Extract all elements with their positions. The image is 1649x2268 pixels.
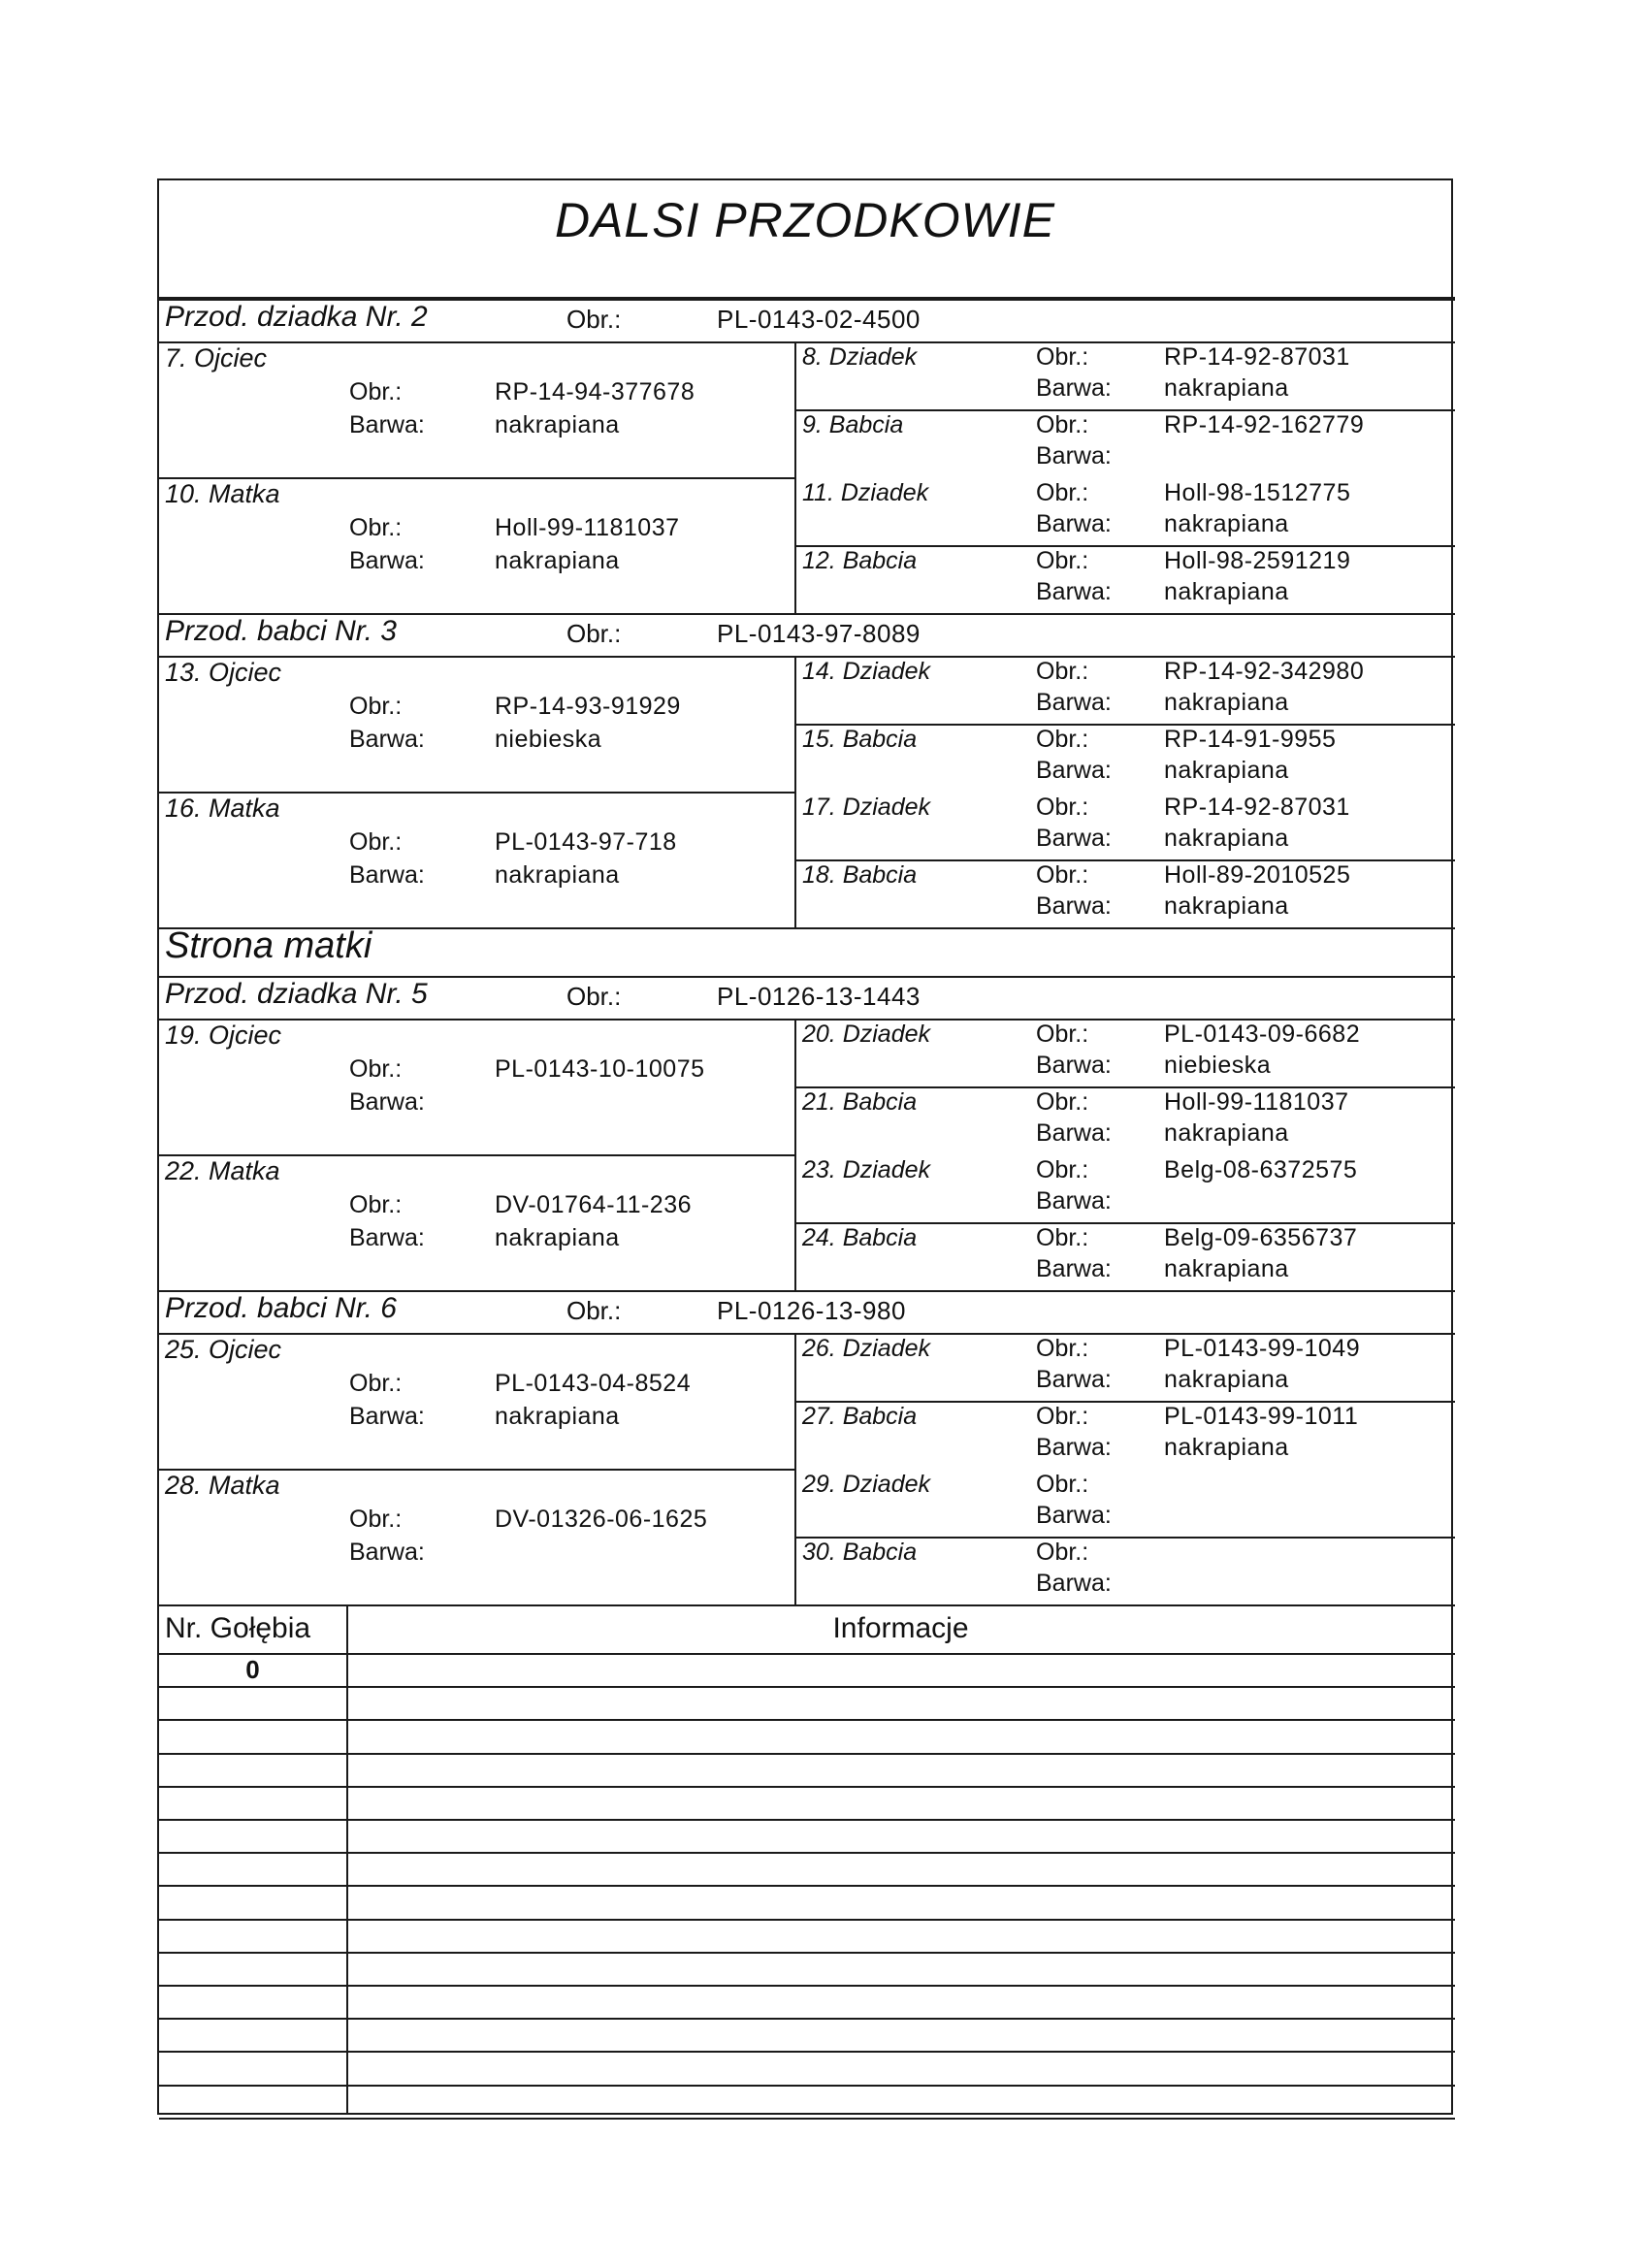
column-divider	[794, 341, 796, 613]
barwa-label: Barwa:	[1036, 825, 1112, 852]
parent-label: 19. Ojciec	[165, 1021, 282, 1050]
parent-color: nakrapiana	[495, 547, 620, 574]
grandparent-ring-number: Holl-89-2010525	[1164, 861, 1351, 889]
barwa-label: Barwa:	[1036, 1434, 1112, 1461]
grandparent-ring-number: RP-14-91-9955	[1164, 726, 1337, 753]
grandparent-ring-number: Belg-09-6356737	[1164, 1224, 1358, 1251]
grandparent-color: niebieska	[1164, 1052, 1272, 1079]
grandparent-label: 11. Dziadek	[802, 479, 929, 506]
ancestors-form	[157, 178, 1453, 2115]
obr-label: Obr.:	[1036, 547, 1089, 574]
parent-color: niebieska	[495, 726, 602, 753]
obr-label: Obr.:	[349, 514, 403, 541]
grandparent-ring-number: PL-0143-99-1049	[1164, 1335, 1361, 1362]
info-row-line	[159, 2118, 1455, 2120]
obr-label: Obr.:	[1036, 479, 1089, 506]
grandparent-label: 9. Babcia	[802, 411, 904, 438]
barwa-label: Barwa:	[1036, 689, 1112, 716]
parent-label: 7. Ojciec	[165, 343, 268, 373]
grandparent-ring-number: RP-14-92-342980	[1164, 658, 1365, 685]
barwa-label: Barwa:	[1036, 1255, 1112, 1282]
info-row-line	[159, 1719, 1455, 1721]
obr-label: Obr.:	[349, 1055, 403, 1083]
grandparent-ring-number: PL-0143-09-6682	[1164, 1021, 1361, 1048]
grandparent-ring-number: RP-14-92-87031	[1164, 794, 1350, 821]
info-column-divider	[346, 1604, 348, 2113]
section-ring-number: PL-0126-13-980	[717, 1296, 906, 1325]
grandparent-label: 14. Dziadek	[802, 658, 931, 685]
section-obr-label: Obr.:	[566, 305, 622, 334]
section-heading: Przod. dziadka Nr. 5	[165, 978, 428, 1010]
grandparent-ring-number: PL-0143-99-1011	[1164, 1403, 1359, 1430]
barwa-label: Barwa:	[1036, 1052, 1112, 1079]
section-heading: Przod. babci Nr. 3	[165, 615, 397, 647]
grandparent-label: 23. Dziadek	[802, 1156, 931, 1183]
grandparent-ring-number: RP-14-92-162779	[1164, 411, 1365, 438]
column-divider	[794, 1019, 796, 1290]
barwa-label: Barwa:	[349, 726, 425, 753]
section-obr-label: Obr.:	[566, 982, 622, 1011]
section-heading: Przod. dziadka Nr. 2	[165, 301, 428, 333]
grandparent-ring-number: Holl-98-1512775	[1164, 479, 1351, 506]
grandparent-ring-number: Belg-08-6372575	[1164, 1156, 1358, 1183]
info-col-information: Informacje	[832, 1612, 969, 1644]
grandparent-color: nakrapiana	[1164, 825, 1289, 852]
grandparent-color: nakrapiana	[1164, 1434, 1289, 1461]
parent-color: nakrapiana	[495, 1224, 620, 1251]
obr-label: Obr.:	[1036, 726, 1089, 753]
parent-ring-number: DV-01764-11-236	[495, 1191, 693, 1218]
grandparent-color: nakrapiana	[1164, 689, 1289, 716]
grandparent-label: 29. Dziadek	[802, 1471, 931, 1498]
grandparent-color: nakrapiana	[1164, 1119, 1289, 1147]
obr-label: Obr.:	[1036, 658, 1089, 685]
barwa-label: Barwa:	[349, 1403, 425, 1430]
parent-label: 22. Matka	[165, 1156, 280, 1185]
barwa-label: Barwa:	[349, 1224, 425, 1251]
info-header-bottom	[159, 1653, 1455, 1655]
obr-label: Obr.:	[1036, 343, 1089, 371]
section-ring-number: PL-0143-02-4500	[717, 305, 921, 334]
obr-label: Obr.:	[1036, 1335, 1089, 1362]
page-title: DALSI PRZODKOWIE	[554, 193, 1056, 247]
obr-label: Obr.:	[1036, 1224, 1089, 1251]
barwa-label: Barwa:	[349, 861, 425, 889]
section-heading: Przod. babci Nr. 6	[165, 1292, 397, 1324]
obr-label: Obr.:	[1036, 1539, 1089, 1566]
grandparent-ring-number: Holl-99-1181037	[1164, 1088, 1349, 1116]
grandparent-label: 20. Dziadek	[802, 1021, 931, 1048]
section-obr-label: Obr.:	[566, 619, 622, 648]
parent-ring-number: PL-0143-10-10075	[495, 1055, 705, 1083]
info-row-line	[159, 1786, 1455, 1788]
grandparent-label: 17. Dziadek	[802, 794, 931, 821]
parent-ring-number: Holl-99-1181037	[495, 514, 680, 541]
barwa-label: Barwa:	[1036, 442, 1112, 470]
info-row-line	[159, 1985, 1455, 1987]
info-row-number[interactable]: 0	[245, 1655, 260, 1684]
obr-label: Obr.:	[1036, 1021, 1089, 1048]
obr-label: Obr.:	[1036, 794, 1089, 821]
parent-color: nakrapiana	[495, 411, 620, 438]
parent-ring-number: RP-14-94-377678	[495, 378, 695, 405]
info-row-line	[159, 1753, 1455, 1755]
obr-label: Obr.:	[349, 1506, 403, 1533]
barwa-label: Barwa:	[349, 1088, 425, 1116]
barwa-label: Barwa:	[1036, 757, 1112, 784]
section-ring-number: PL-0126-13-1443	[717, 982, 921, 1011]
barwa-label: Barwa:	[349, 411, 425, 438]
info-row-line	[159, 1885, 1455, 1887]
tree-bottom-line	[159, 1604, 1455, 1606]
grandparent-ring-number: RP-14-92-87031	[1164, 343, 1350, 371]
parent-ring-number: PL-0143-97-718	[495, 828, 677, 856]
obr-label: Obr.:	[349, 378, 403, 405]
parent-label: 25. Ojciec	[165, 1335, 282, 1364]
barwa-label: Barwa:	[1036, 1366, 1112, 1393]
info-row-line	[159, 1952, 1455, 1954]
obr-label: Obr.:	[1036, 1403, 1089, 1430]
grandparent-color: nakrapiana	[1164, 757, 1289, 784]
barwa-label: Barwa:	[349, 547, 425, 574]
barwa-label: Barwa:	[349, 1539, 425, 1566]
info-row-line	[159, 1686, 1455, 1688]
grandparent-label: 21. Babcia	[802, 1088, 918, 1116]
column-divider	[794, 656, 796, 927]
info-row-line	[159, 2085, 1455, 2087]
barwa-label: Barwa:	[1036, 1502, 1112, 1529]
info-row-line	[159, 2051, 1455, 2053]
parent-color: nakrapiana	[495, 1403, 620, 1430]
grandparent-label: 12. Babcia	[802, 547, 918, 574]
grandparent-label: 18. Babcia	[802, 861, 918, 889]
barwa-label: Barwa:	[1036, 510, 1112, 537]
parent-label: 10. Matka	[165, 479, 280, 508]
obr-label: Obr.:	[349, 693, 403, 720]
parent-ring-number: DV-01326-06-1625	[495, 1506, 708, 1533]
grandparent-label: 15. Babcia	[802, 726, 918, 753]
barwa-label: Barwa:	[1036, 578, 1112, 605]
grandparent-color: nakrapiana	[1164, 1255, 1289, 1282]
grandparent-color: nakrapiana	[1164, 374, 1289, 402]
parent-ring-number: PL-0143-04-8524	[495, 1370, 692, 1397]
strona-matki-heading: Strona matki	[165, 925, 372, 966]
info-row-line	[159, 1819, 1455, 1821]
grandparent-label: 30. Babcia	[802, 1539, 918, 1566]
grandparent-label: 27. Babcia	[802, 1403, 918, 1430]
grandparent-color: nakrapiana	[1164, 510, 1289, 537]
info-row-line	[159, 1919, 1455, 1921]
obr-label: Obr.:	[1036, 861, 1089, 889]
parent-label: 13. Ojciec	[165, 658, 282, 687]
barwa-label: Barwa:	[1036, 1119, 1112, 1147]
grandparent-color: nakrapiana	[1164, 578, 1289, 605]
barwa-label: Barwa:	[1036, 892, 1112, 920]
grandparent-color: nakrapiana	[1164, 892, 1289, 920]
parent-label: 28. Matka	[165, 1471, 280, 1500]
obr-label: Obr.:	[1036, 1156, 1089, 1183]
column-divider	[794, 1333, 796, 1604]
obr-label: Obr.:	[349, 828, 403, 856]
obr-label: Obr.:	[349, 1370, 403, 1397]
barwa-label: Barwa:	[1036, 1570, 1112, 1597]
grandparent-ring-number: Holl-98-2591219	[1164, 547, 1351, 574]
grandparent-color: nakrapiana	[1164, 1366, 1289, 1393]
obr-label: Obr.:	[1036, 411, 1089, 438]
grandparent-label: 26. Dziadek	[802, 1335, 931, 1362]
parent-ring-number: RP-14-93-91929	[495, 693, 681, 720]
obr-label: Obr.:	[1036, 1088, 1089, 1116]
section-obr-label: Obr.:	[566, 1296, 622, 1325]
info-col-pigeon-number: Nr. Gołębia	[165, 1612, 311, 1644]
obr-label: Obr.:	[1036, 1471, 1089, 1498]
grandparent-label: 24. Babcia	[802, 1224, 918, 1251]
parent-label: 16. Matka	[165, 794, 280, 823]
section-ring-number: PL-0143-97-8089	[717, 619, 921, 648]
obr-label: Obr.:	[349, 1191, 403, 1218]
info-row-line	[159, 1852, 1455, 1854]
parent-color: nakrapiana	[495, 861, 620, 889]
grandparent-label: 8. Dziadek	[802, 343, 918, 371]
barwa-label: Barwa:	[1036, 374, 1112, 402]
info-row-line	[159, 2018, 1455, 2020]
barwa-label: Barwa:	[1036, 1187, 1112, 1215]
